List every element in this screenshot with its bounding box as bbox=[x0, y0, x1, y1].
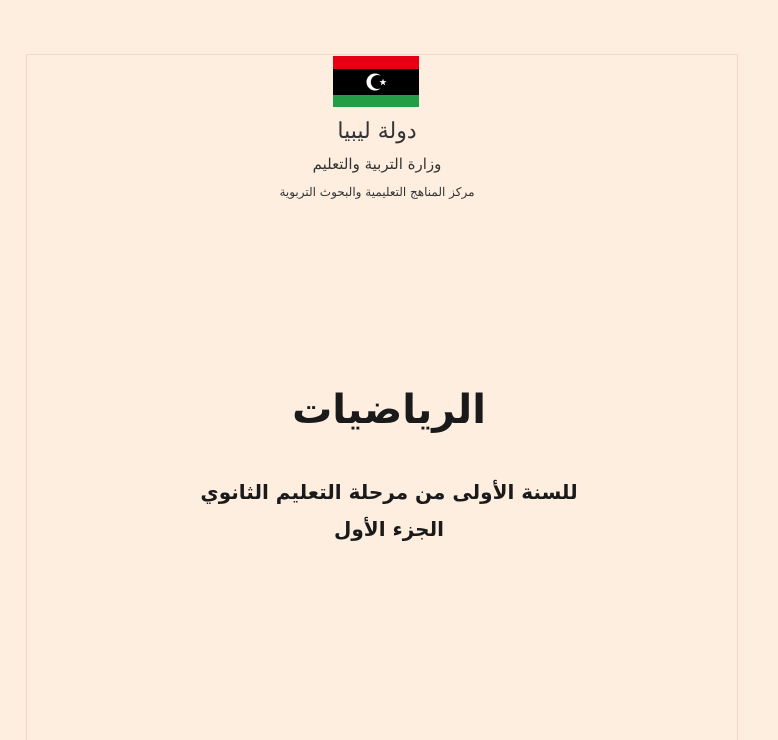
libya-flag-icon bbox=[333, 56, 419, 107]
ministry-logo-line3: مركز المناهج التعليمية والبحوث التربوية bbox=[279, 185, 475, 199]
ministry-calligraphy-logo bbox=[257, 114, 497, 206]
book-title: الرياضيات bbox=[292, 387, 486, 433]
ministry-logo-line1: دولة ليبيا bbox=[337, 119, 417, 144]
ministry-logo-line2: وزارة التربية والتعليم bbox=[312, 155, 442, 173]
book-stage-subtitle: للسنة الأولى من مرحلة التعليم الثانوي bbox=[200, 480, 578, 504]
book-part-subtitle: الجزء الأول bbox=[334, 517, 444, 541]
